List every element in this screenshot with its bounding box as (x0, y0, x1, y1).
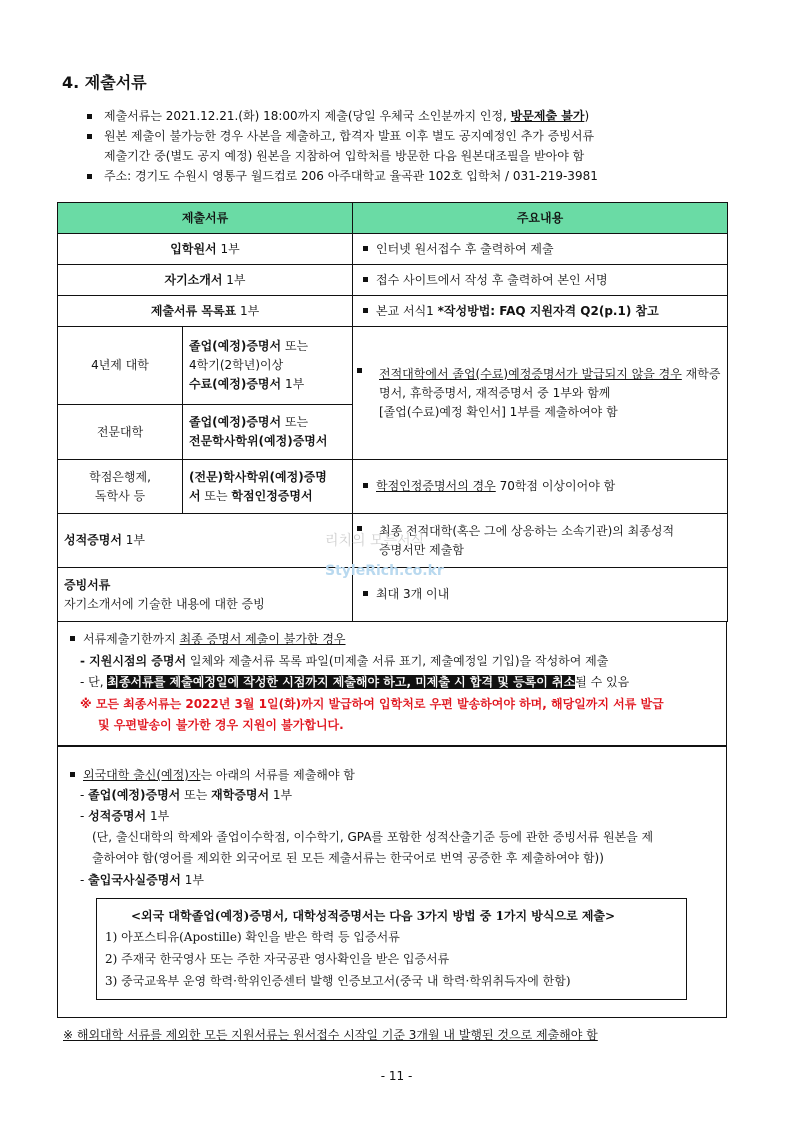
footnote: ※ 해외대학 서류를 제외한 모든 지원서류는 원서접수 시작일 기준 3개월 내 발행된 것으로 제출해야 함 (63, 1028, 598, 1042)
doc-list-desc-text: 본교 서식1 (376, 303, 438, 318)
methods-title: <외국 대학졸업(예정)증명서, 대학성적증명서는 다음 3가지 방법 중 1가지 방식으로 제출> (131, 909, 616, 923)
doc-proof (58, 568, 353, 622)
table-row (58, 460, 728, 514)
note-l2-bold: - 지원시점의 증명서 (80, 654, 187, 668)
college-doc2: 전문학사학위(예정)증명서 (189, 434, 328, 448)
doc-proof-desc-text: 최대 3개 이내 (376, 587, 450, 601)
header-contents: 주요내용 (353, 203, 728, 234)
method-1: 1) 아포스티유(Apostille) 확인을 받은 학력 등 입증서류 (105, 930, 400, 944)
final-certificate-note (57, 621, 727, 746)
note-line-4: ※ 모든 최종서류는 2022년 3월 1일(화)까지 발급하여 입학처로 우편 발송하여야 하며, 해당일까지 서류 발급 (80, 697, 664, 711)
uni-merged-rest1: 재학증명서, 휴학증명서, 재적증명서 중 1부와 함께 (379, 366, 721, 400)
doc-application-desc-text: 인터넷 원서접수 후 출력하여 제출 (376, 241, 554, 256)
section-heading: 4. 제출서류 (62, 73, 147, 92)
bullet-square-icon (357, 526, 362, 531)
deadline-note (104, 106, 724, 126)
foreign-line-6 (80, 870, 204, 890)
college-doc1: 졸업(예정)증명서 (189, 415, 282, 429)
table-row (58, 568, 728, 622)
note-l3-post: 될 수 있음 (575, 675, 630, 689)
note-line-3 (80, 672, 629, 692)
uni4-or: 또는 (281, 339, 309, 353)
documents-table (57, 202, 728, 622)
bullet-square-icon (363, 591, 368, 596)
college-label: 전문대학 (58, 405, 183, 460)
doc-list (58, 296, 353, 327)
watermark-site: StyleRich.co.kr (325, 563, 444, 579)
doc-list-name: 제출서류 목록표 (150, 303, 237, 318)
foreign-l3-pre: - (80, 809, 89, 823)
foreign-l3-doc: 성적증명서 (88, 809, 147, 823)
credit-docs (183, 460, 353, 514)
doc-grade-desc (353, 514, 728, 568)
credit-desc (353, 460, 728, 514)
foreign-l2-pre: - (80, 788, 89, 802)
foreign-line-1 (66, 765, 355, 785)
uni4-docs (183, 327, 353, 405)
foreign-l3-qty: 1부 (146, 809, 170, 823)
foreign-l6-qty: 1부 (180, 873, 204, 887)
foreign-l2-doc2: 재학증명서 (211, 788, 270, 802)
foreign-line-4: (단, 출신대학의 학제와 졸업이수학점, 이수학기, GPA를 포함한 성적산출기준 등에 관한 증빙서류 원본을 제 (92, 830, 654, 844)
note-line-1 (66, 629, 346, 649)
doc-application-desc (353, 234, 728, 265)
uni4-doc1: 졸업(예정)증명서 (189, 339, 282, 353)
table-row (58, 296, 728, 327)
uni4-doc2: 수료(예정)증명서 (189, 377, 282, 391)
doc-list-desc (353, 296, 728, 327)
foreign-line-3 (80, 806, 169, 826)
table-row (58, 265, 728, 296)
table-header (58, 203, 728, 234)
note-line-5: 및 우편발송이 불가한 경우 지원이 불가합니다. (98, 718, 344, 732)
doc-self-intro (58, 265, 353, 296)
uni4-qty: 1부 (281, 377, 305, 391)
address-note (104, 166, 724, 186)
doc-self-intro-desc-text: 접수 사이트에서 작성 후 출력하여 본인 서명 (376, 272, 608, 287)
doc-proof-desc (353, 568, 728, 622)
note-l2-rest: 일체와 제출서류 목록 파일(미제출 서류 표기, 제출예정일 기입)을 작성하여 제출 (186, 654, 609, 668)
credit-doc1: (전문)학사학위(예정)증명 (189, 469, 327, 484)
credit-or: 또는 (200, 488, 232, 503)
doc-self-intro-desc (353, 265, 728, 296)
address-text: 주소: 경기도 수원시 영통구 월드컵로 206 아주대학교 율곡관 102호 입학처 / 031-219-3981 (104, 169, 598, 183)
original-note-cont (104, 146, 724, 166)
doc-application-name: 입학원서 (170, 241, 217, 256)
foreign-l6-doc: 출입국사실증명서 (88, 873, 181, 887)
note-l1-underline: 최종 증명서 제출이 불가한 경우 (179, 632, 346, 646)
doc-self-intro-qty: 1부 (222, 272, 246, 287)
bullet-square-icon (363, 483, 368, 488)
doc-grade-desc-1: 최종 전적대학(혹은 그에 상응하는 소속기관)의 최종성적 (379, 523, 675, 538)
uni4-label: 4년제 대학 (58, 327, 183, 405)
note-l3-pre: - 단, (80, 675, 108, 689)
uni4-semester: 4학기(2학년)이상 (189, 358, 284, 372)
watermark-korean: 리치의 모든서식 (325, 533, 425, 549)
doc-application (58, 234, 353, 265)
bullet-square-icon (357, 368, 362, 373)
original-note-line2: 제출기간 중(별도 공지 예정) 원본을 지참하여 입학처를 방문한 다음 원본대조필을 받아야 함 (104, 149, 585, 163)
table-row (58, 514, 728, 568)
table-row (58, 234, 728, 265)
foreign-line-2 (80, 785, 292, 805)
doc-grade-desc-2: 증명서만 제출함 (379, 542, 464, 557)
foreign-line-5: 출하여야 함(영어를 제외한 외국어로 된 모든 제출서류는 한국어로 번역 공증한 후 제출하여야 함)) (92, 851, 604, 865)
doc-grade-qty: 1부 (121, 533, 146, 547)
method-2: 2) 주재국 한국영사 또는 주한 자국공관 영사확인을 받은 입증서류 (105, 952, 450, 966)
college-or: 또는 (281, 415, 309, 429)
doc-application-qty: 1부 (216, 241, 240, 256)
bullet-square-icon (363, 277, 368, 282)
foreign-l2-qty: 1부 (269, 788, 293, 802)
doc-self-intro-name: 자기소개서 (164, 272, 223, 287)
bullet-square-icon (363, 308, 368, 313)
deadline-close: ) (584, 109, 590, 123)
credit-desc-underline: 학점인정증명서의 경우 (376, 479, 496, 493)
note-line-2 (80, 651, 608, 671)
uni-merged-underline: 전적대학에서 졸업(수료)예정증명서가 발급되지 않을 경우 (379, 366, 682, 381)
doc-list-faq: *작성방법: FAQ 지원자격 Q2(p.1) 참고 (437, 303, 659, 318)
uni-merged-rest2: [졸업(수료)예정 확인서] 1부를 제출하여야 함 (379, 404, 618, 419)
header-documents: 제출서류 (58, 203, 353, 234)
submission-methods-box (96, 898, 687, 1000)
submission-notes (104, 106, 724, 186)
doc-list-qty: 1부 (236, 303, 260, 318)
doc-proof-sub: 자기소개서에 기술한 내용에 대한 증빙 (64, 596, 265, 611)
bullet-square-icon (70, 772, 75, 777)
foreign-l2-doc1: 졸업(예정)증명서 (88, 788, 181, 802)
credit-label (58, 460, 183, 514)
foreign-l6-pre: - (80, 873, 89, 887)
credit-label-1: 학점은행제, (89, 469, 151, 484)
foreign-l1-underline: 외국대학 출신(예정)자 (83, 768, 201, 782)
uni-merged-desc (353, 327, 728, 460)
foreign-l2-or: 또는 (180, 788, 212, 802)
doc-grade-name: 성적증명서 (64, 533, 122, 547)
note-l1-pre: 서류제출기한까지 (83, 632, 180, 646)
original-note (104, 126, 724, 146)
bullet-square-icon (70, 636, 75, 641)
doc-proof-name: 증빙서류 (64, 577, 111, 592)
method-3: 3) 중국교육부 운영 학력·학위인증센터 발행 인증보고서(중국 내 학력·학위취득자에 한함) (105, 974, 571, 988)
table-row (58, 327, 728, 405)
deadline-text: 제출서류는 2021.12.21.(화) 18:00까지 제출(당일 우체국 소인분까지 인정, (104, 109, 511, 123)
credit-desc-rest: 70학점 이상이어야 함 (495, 479, 616, 493)
doc-grade (58, 514, 353, 568)
college-docs (183, 405, 353, 460)
page-number: - 11 - (380, 1069, 413, 1083)
credit-doc1-end: 서 (189, 488, 201, 503)
no-visit-text: 방문제출 불가 (510, 109, 585, 123)
foreign-l1-rest: 는 아래의 서류를 제출해야 함 (200, 768, 355, 782)
bullet-square-icon (363, 246, 368, 251)
original-note-line1: 원본 제출이 불가능한 경우 사본을 제출하고, 합격자 발표 이후 별도 공지예정인 추가 증빙서류 (104, 129, 595, 143)
credit-label-2: 독학사 등 (94, 488, 146, 503)
note-l3-highlight: 최종서류를 제출예정일에 작성한 시점까지 제출해야 하고, 미제출 시 합격 및 등록이 취소 (107, 675, 576, 689)
credit-doc2: 학점인정증명서 (231, 488, 313, 503)
